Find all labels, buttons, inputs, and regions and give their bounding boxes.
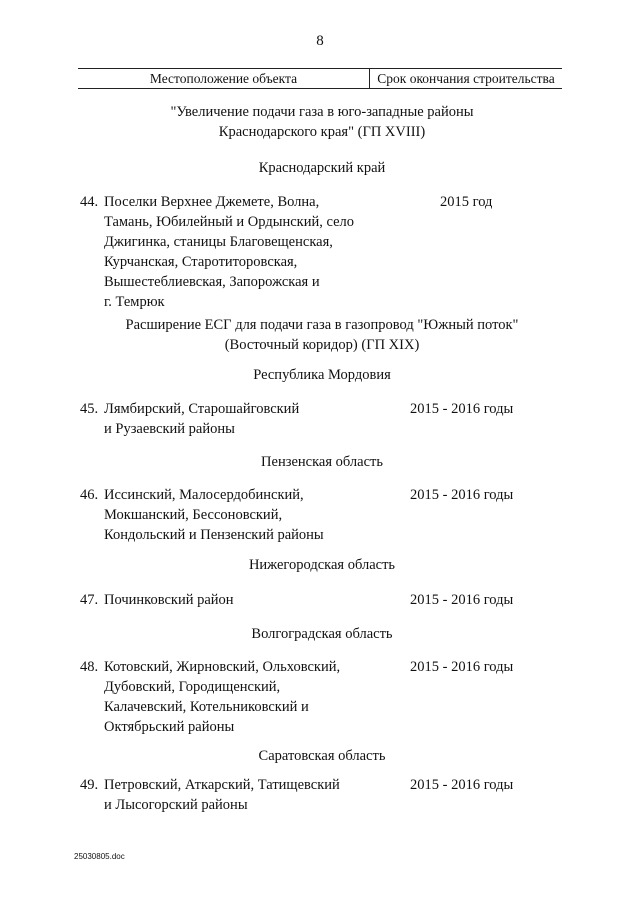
item-location	[104, 657, 404, 737]
item-location	[104, 590, 404, 610]
footer-filename: 25030805.doc	[74, 852, 125, 861]
region-heading: Нижегородская область	[248, 557, 396, 573]
item-deadline: 2015 - 2016 годы	[410, 592, 514, 608]
region-heading: Пензенская область	[261, 454, 383, 470]
item-location	[104, 485, 404, 545]
item-location	[104, 192, 404, 312]
region-heading: Саратовская область	[258, 748, 386, 764]
item-location-line: и Рузаевский районы	[104, 421, 235, 437]
item-location-line: Котовский, Жирновский, Ольховский,	[104, 659, 341, 675]
section-title-19-line2: (Восточный коридор) (ГП XIX)	[224, 337, 420, 353]
item-location-line: Иссинский, Малосердобинский,	[104, 487, 304, 503]
item-number: 49.	[80, 777, 99, 793]
header-location: Местоположение объекта	[78, 69, 370, 88]
region-heading: Республика Мордовия	[253, 367, 391, 383]
item-location-line: Починковский район	[104, 592, 234, 608]
item-location-line: Калачевский, Котельниковский и	[104, 699, 309, 715]
region-heading: Волгоградская область	[251, 626, 393, 642]
header-deadline: Срок окончания строительства	[377, 71, 555, 86]
section-title-18-line1: "Увеличение подачи газа в юго-западные районы	[170, 104, 474, 120]
item-location-line: и Лысогорский районы	[104, 797, 248, 813]
region-heading: Краснодарский край	[258, 160, 386, 176]
item-location-line: Лямбирский, Старошайговский	[104, 401, 300, 417]
section-title-19	[80, 315, 564, 355]
item-number: 45.	[80, 401, 99, 417]
table-header	[78, 68, 562, 89]
item-deadline: 2015 - 2016 годы	[410, 487, 514, 503]
page-number: 8	[316, 33, 324, 49]
item-location-line: Джигинка, станицы Благовещенская,	[104, 234, 333, 250]
item-number: 47.	[80, 592, 99, 608]
item-location-line: Курчанская, Старотиторовская,	[104, 254, 298, 270]
item-location	[104, 775, 404, 815]
item-deadline: 2015 год	[440, 194, 493, 210]
item-location-line: Октябрьский районы	[104, 719, 235, 735]
item-deadline: 2015 - 2016 годы	[410, 401, 514, 417]
item-location	[104, 399, 404, 439]
item-location-line: г. Темрюк	[104, 294, 165, 310]
item-number: 48.	[80, 659, 99, 675]
item-location-line: Поселки Верхнее Джемете, Волна,	[104, 194, 320, 210]
item-location-line: Дубовский, Городищенский,	[104, 679, 281, 695]
item-location-line: Мокшанский, Бессоновский,	[104, 507, 283, 523]
item-deadline: 2015 - 2016 годы	[410, 659, 514, 675]
item-deadline: 2015 - 2016 годы	[410, 777, 514, 793]
item-location-line: Кондольский и Пензенский районы	[104, 527, 324, 543]
section-title-18	[80, 102, 564, 142]
item-number: 44.	[80, 194, 99, 210]
section-title-18-line2: Краснодарского края" (ГП XVIII)	[218, 124, 426, 140]
section-title-19-line1: Расширение ЕСГ для подачи газа в газопровод "Южный поток"	[125, 317, 519, 333]
item-location-line: Петровский, Аткарский, Татищевский	[104, 777, 340, 793]
item-location-line: Вышестеблиевская, Запорожская и	[104, 274, 320, 290]
item-location-line: Тамань, Юбилейный и Ордынский, село	[104, 214, 355, 230]
item-number: 46.	[80, 487, 99, 503]
